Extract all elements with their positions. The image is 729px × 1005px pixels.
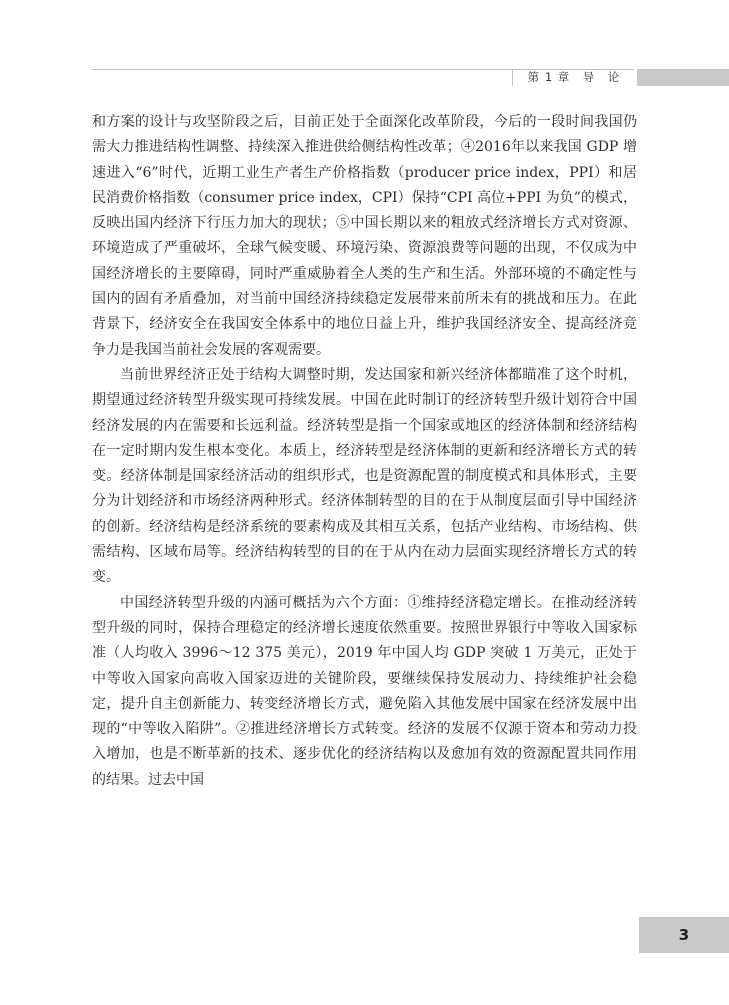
header-bar xyxy=(637,69,729,86)
running-header-chapter: 第 1 章 导 论 xyxy=(512,69,635,86)
page-number: 3 xyxy=(639,917,729,953)
body-text xyxy=(92,110,637,793)
paragraph-3: 中国经济转型升级的内涵可概括为六个方面：①维持经济稳定增长。在推动经济转型升级的同时，保持合理稳定的经济增长速度依然重要。按照世界银行中等收入国家标准（人均收入 3996～12 375 美元），2019 年中国人均 GDP 突破 1 万美元，正处于中等收入国家向高收入国家迈进的关键阶段，要继续保持发展动力、持续维护社会稳定，提升自主创新能力、转变经济增长方式，避免陷入其他发展中国家在经济发展中出现的“中等收入陷阱”。②推进经济增长方式转变。经济的发展不仅源于资本和劳动力投入增加，也是不断革新的技术、逐步优化的经济结构以及愈加有效的资源配置共同作用的结果。过去中国 xyxy=(92,594,637,788)
paragraph-2: 当前世界经济正处于结构大调整时期，发达国家和新兴经济体都瞄准了这个时机，期望通过经济转型升级实现可持续发展。中国在此时制订的经济转型升级计划符合中国经济发展的内在需要和长远利益。经济转型是指一个国家或地区的经济体制和经济结构在一定时期内发生根本变化。本质上，经济转型是经济体制的更新和经济增长方式的转变。经济体制是国家经济活动的组织形式，也是资源配置的制度模式和具体形式，主要分为计划经济和市场经济两种形式。经济体制转型的目的在于从制度层面引导中国经济的创新。经济结构是经济系统的要素构成及其相互关系，包括产业结构、市场结构、供需结构、区域布局等。经济结构转型的目的在于从内在动力层面实现经济增长方式的转变。 xyxy=(92,366,637,586)
paragraph-1: 和方案的设计与攻坚阶段之后，目前正处于全面深化改革阶段，今后的一段时间我国仍需大力推进结构性调整、持续深入推进供给侧结构性改革；④2016年以来我国 GDP 增速进入“6”时代，近期工业生产者生产价格指数（producer price index，PPI）和居民消费价格指数（consumer price index，CPI）保持“CPI 高位+PPI 为负”的模式，反映出国内经济下行压力加大的现状；⑤中国长期以来的粗放式经济增长方式对资源、环境造成了严重破坏，全球气候变暖、环境污染、资源浪费等问题的出现，不仅成为中国经济增长的主要障碍，同时严重威胁着全人类的生产和生活。外部环境的不确定性与国内的固有矛盾叠加，对当前中国经济持续稳定发展带来前所未有的挑战和压力。在此背景下，经济安全在我国安全体系中的地位日益上升，维护我国经济安全、提高经济竞争力是我国当前社会发展的客观需要。 xyxy=(92,114,637,358)
